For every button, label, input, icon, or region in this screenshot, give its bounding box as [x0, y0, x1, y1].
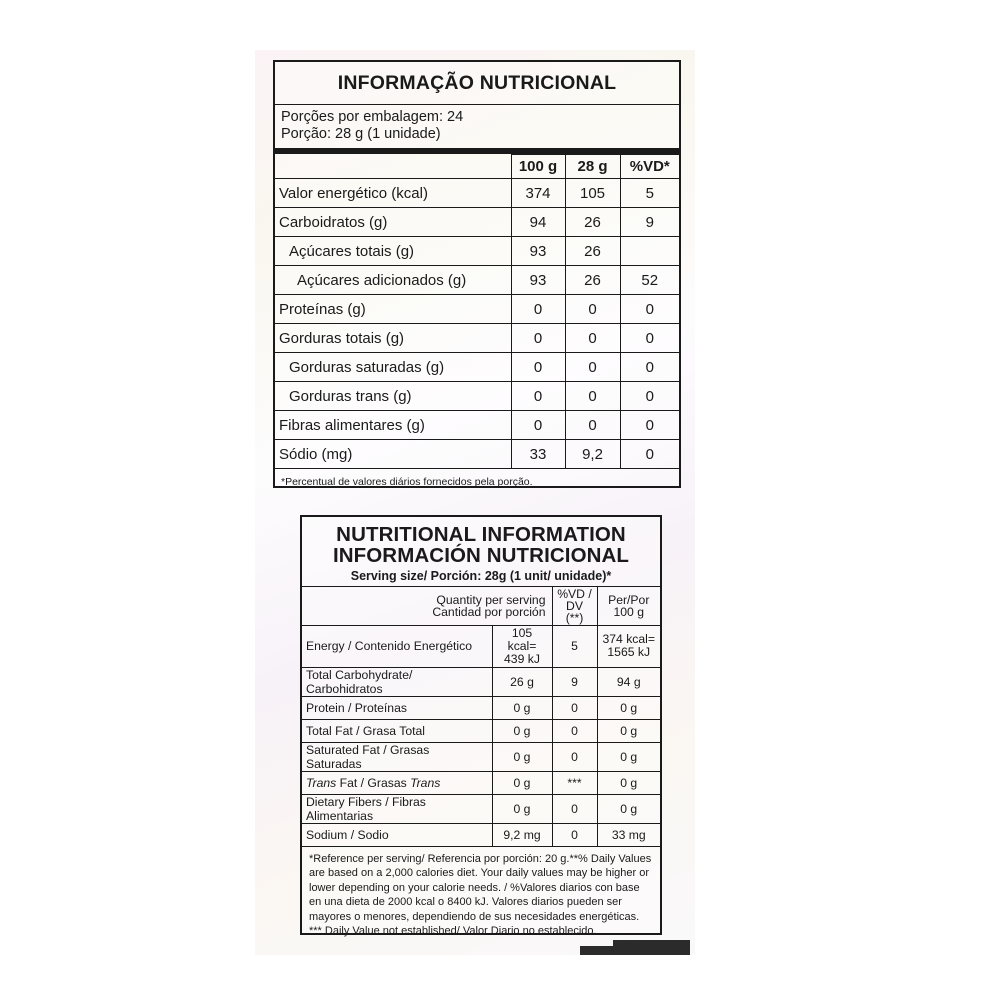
- value-100g: 93: [511, 237, 565, 266]
- value-vd: 0: [620, 382, 679, 411]
- table-row: [302, 794, 660, 823]
- row-label: Gorduras totais (g): [275, 324, 511, 353]
- table-row: [275, 295, 679, 324]
- header-quantity-line2: Cantidad por porción: [432, 604, 546, 619]
- value-100g: 93: [511, 266, 565, 295]
- panel-title-es: INFORMACIÓN NUTRICIONAL: [332, 544, 630, 567]
- value-quantity: 9,2 mg: [492, 823, 552, 846]
- header-vd: %VD*: [620, 155, 679, 179]
- row-label: Gorduras saturadas (g): [275, 353, 511, 382]
- value-vd: 9: [552, 667, 597, 696]
- value-per100: 0 g: [597, 771, 660, 794]
- value-vd: 52: [620, 266, 679, 295]
- value-100g: 0: [511, 353, 565, 382]
- header-vd-line2: DV (**): [565, 598, 584, 625]
- table-row: [302, 771, 660, 794]
- table-row: [302, 719, 660, 742]
- panel-title-en: NUTRITIONAL INFORMATION: [336, 523, 626, 546]
- table-row: [275, 353, 679, 382]
- header-100g: 100 g: [511, 155, 565, 179]
- value-quantity: 0 g: [492, 696, 552, 719]
- table-header-row: [302, 587, 660, 625]
- table-row: [275, 382, 679, 411]
- serving-size-en: Serving size/ Porción: 28g (1 unit/ unidade)*: [302, 566, 660, 587]
- trans-label-c: Trans: [410, 775, 441, 790]
- table-row: [302, 625, 660, 667]
- value-portion: 0: [565, 382, 620, 411]
- table-row: [302, 696, 660, 719]
- value-vd: 0: [552, 742, 597, 771]
- servings-per-package: Porções por embalagem: 24: [281, 109, 464, 125]
- row-label: Valor energético (kcal): [275, 179, 511, 208]
- row-label: Fibras alimentares (g): [275, 411, 511, 440]
- value-per100: 0 g: [597, 696, 660, 719]
- value-vd: 9: [620, 208, 679, 237]
- value-portion: 0: [565, 295, 620, 324]
- value-vd: ***: [552, 771, 597, 794]
- footnote-pt: *Percentual de valores diários fornecidos pela porção.: [281, 476, 533, 488]
- row-label: Protein / Proteínas: [302, 696, 492, 719]
- row-label: Saturated Fat / Grasas Saturadas: [302, 742, 492, 771]
- header-per100-line2: 100 g: [613, 604, 644, 619]
- value-per100: 0 g: [597, 719, 660, 742]
- footnote-en: *Reference per serving/ Referencia por porción: 20 g.**% Daily Values are based on a 2,000 calories diet. Your daily values may be higher or lower depending on your calorie needs. / %Valores diarios con base en una dieta de 2000 kcal o 8400 kJ. Valores diarios pueden ser mayores o menores, dependiendo de sus necesidades energéticas. *** Daily Value not established/ Valor Diario no establecido.: [309, 852, 652, 938]
- value-vd: 0: [552, 794, 597, 823]
- table-row: [275, 324, 679, 353]
- value-portion: 105: [565, 179, 620, 208]
- header-per100: [597, 587, 660, 625]
- energy-kcal: 105 kcal=: [507, 625, 537, 653]
- trans-label-b: Fat / Grasas: [336, 775, 411, 790]
- energy-kj: 439 kJ: [504, 651, 540, 666]
- row-label: Proteínas (g): [275, 295, 511, 324]
- header-quantity-line1: Quantity per serving: [436, 592, 546, 607]
- nutrition-panel-en-es: [300, 515, 662, 938]
- value-100g: 0: [511, 382, 565, 411]
- value-vd: 0: [620, 353, 679, 382]
- table-row: [275, 266, 679, 295]
- table-row: [275, 179, 679, 208]
- row-label: Energy / Contenido Energético: [302, 625, 492, 667]
- value-vd: 0: [552, 823, 597, 846]
- value-portion: 26: [565, 208, 620, 237]
- value-quantity: 0 g: [492, 771, 552, 794]
- energy-per100-kj: 1565 kJ: [607, 645, 651, 659]
- table-row: [302, 742, 660, 771]
- value-vd: 0: [620, 295, 679, 324]
- value-quantity: [492, 625, 552, 667]
- value-vd: 0: [620, 324, 679, 353]
- value-100g: 0: [511, 295, 565, 324]
- table-row: [302, 667, 660, 696]
- value-quantity: 26 g: [492, 667, 552, 696]
- value-per100: 94 g: [597, 667, 660, 696]
- value-vd: 0: [552, 696, 597, 719]
- serving-info-pt: [275, 105, 679, 148]
- value-100g: 94: [511, 208, 565, 237]
- nutrition-table-pt: [275, 154, 679, 469]
- value-100g: 0: [511, 324, 565, 353]
- value-vd: [620, 237, 679, 266]
- value-portion: 26: [565, 266, 620, 295]
- header-per100-line1: Per/Por: [608, 592, 650, 607]
- value-100g: 374: [511, 179, 565, 208]
- header-vd: [552, 587, 597, 625]
- nutrition-table-en: [302, 587, 660, 847]
- header-vd-line1: %VD /: [557, 586, 592, 601]
- table-row: [275, 208, 679, 237]
- value-quantity: 0 g: [492, 719, 552, 742]
- row-label: Carboidratos (g): [275, 208, 511, 237]
- value-portion: 0: [565, 324, 620, 353]
- value-vd: 0: [620, 440, 679, 469]
- value-vd: 0: [552, 719, 597, 742]
- value-vd: 5: [620, 179, 679, 208]
- value-per100: [597, 625, 660, 667]
- row-label: Sodium / Sodio: [302, 823, 492, 846]
- value-100g: 33: [511, 440, 565, 469]
- value-portion: 9,2: [565, 440, 620, 469]
- energy-per100-kcal: 374 kcal=: [602, 632, 655, 646]
- value-per100: 0 g: [597, 794, 660, 823]
- value-portion: 26: [565, 237, 620, 266]
- row-label: Total Fat / Grasa Total: [302, 719, 492, 742]
- table-row: [275, 237, 679, 266]
- value-vd: 5: [552, 625, 597, 667]
- table-row: [275, 411, 679, 440]
- value-portion: 0: [565, 353, 620, 382]
- header-portion: 28 g: [565, 155, 620, 179]
- value-per100: 0 g: [597, 742, 660, 771]
- row-label: Açúcares adicionados (g): [275, 266, 511, 295]
- panel-title-pt: INFORMAÇÃO NUTRICIONAL: [275, 62, 679, 105]
- row-label: Total Carbohydrate/ Carbohidratos: [302, 667, 492, 696]
- table-row: [302, 823, 660, 846]
- row-label: Dietary Fibers / Fibras Alimentarias: [302, 794, 492, 823]
- nutrition-panel-pt: [273, 60, 681, 488]
- value-portion: 0: [565, 411, 620, 440]
- row-label: [302, 771, 492, 794]
- row-label: Sódio (mg): [275, 440, 511, 469]
- value-per100: 33 mg: [597, 823, 660, 846]
- serving-size-pt: Porção: 28 g (1 unidade): [281, 126, 441, 142]
- trans-label-a: Trans: [306, 775, 337, 790]
- value-100g: 0: [511, 411, 565, 440]
- value-vd: 0: [620, 411, 679, 440]
- row-label: Gorduras trans (g): [275, 382, 511, 411]
- table-header-row: [275, 155, 679, 179]
- value-quantity: 0 g: [492, 794, 552, 823]
- header-blank: [275, 155, 511, 179]
- row-label: Açúcares totais (g): [275, 237, 511, 266]
- value-quantity: 0 g: [492, 742, 552, 771]
- table-row: [275, 440, 679, 469]
- header-quantity: [302, 587, 552, 625]
